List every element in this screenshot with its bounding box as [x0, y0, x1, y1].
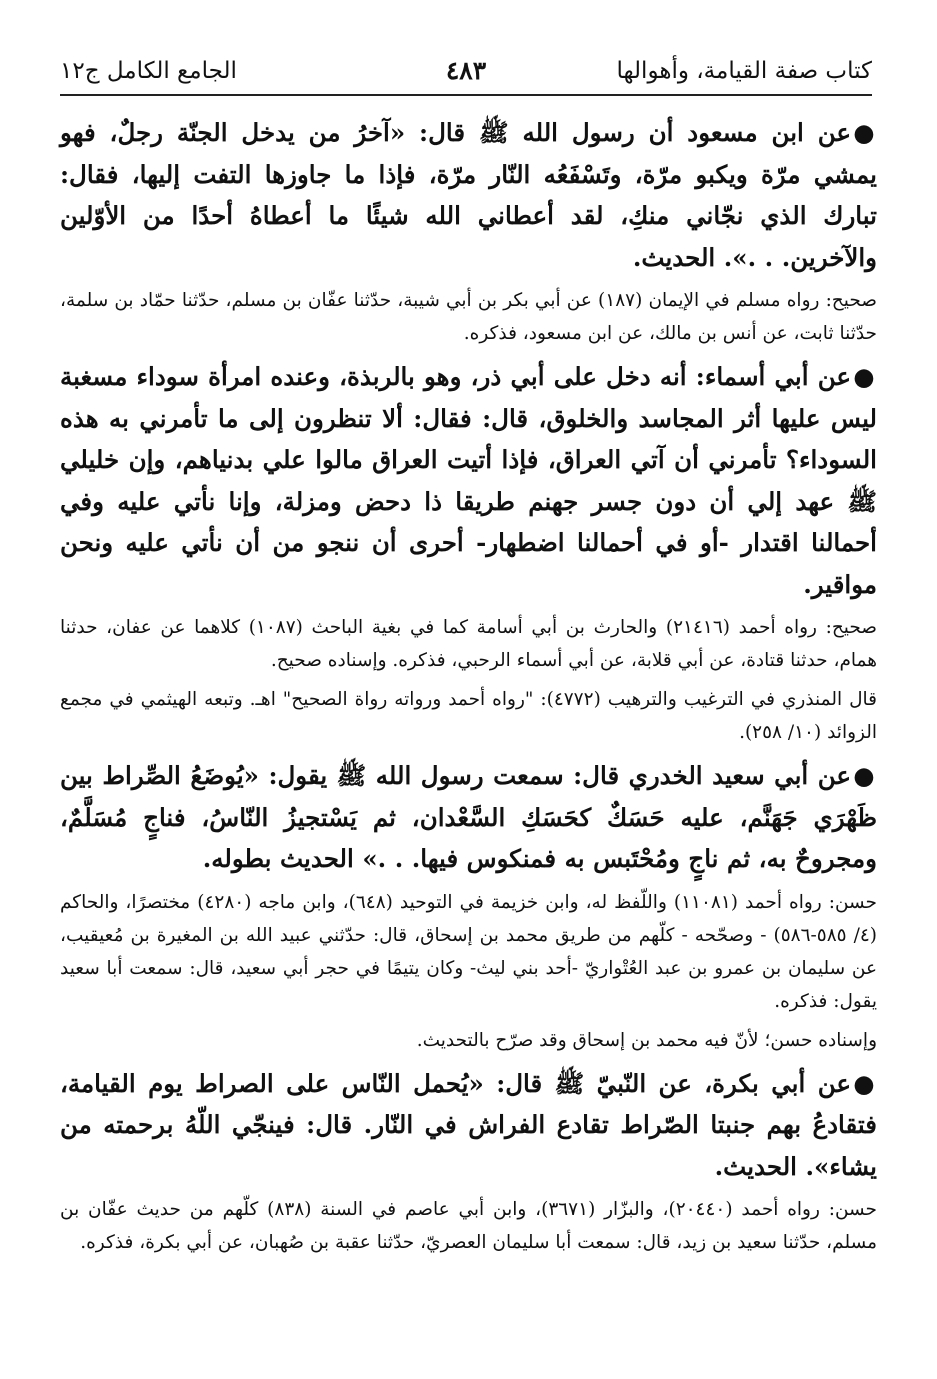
header-book-title: الجامع الكامل ج١٢ [60, 58, 237, 84]
takhrij-note: قال المنذري في الترغيب والترهيب (٤٧٧٢): "رواه أحمد ورواته رواة الصحيح" اهـ. وتبعه الهيثمي في مجمع الزوائد (١٠/ ٢٥٨). [60, 689, 877, 743]
hadith-text: عن ابن مسعود أن رسول الله ﷺ قال: «آخرُ من يدخل الجنّة رجلٌ، فهو يمشي مرّة ويكبو مرّة، وتَسْفَعُه النّار مرّة، فإذا ما جاوزها التفت إليها، فقال: تبارك الذي نجّاني منكِ، لقد أعطاني الله شيئًا ما أعطاهُ أحدًا من الأوّلين والآخرين. . .». الحديث. [60, 118, 877, 272]
takhrij-note: وإسناده حسن؛ لأنّ فيه محمد بن إسحاق وقد صرّح بالتحديث. [416, 1029, 877, 1051]
bullet-icon: ● [853, 1068, 875, 1098]
hadith-paragraph [60, 755, 877, 880]
hadith-paragraph [60, 356, 877, 605]
page-number: ٤٨٣ [445, 56, 487, 85]
running-header [60, 50, 872, 96]
hadith-text: عن أبي بكرة، عن النّبيّ ﷺ قال: «يُحمل النّاس على الصراط يوم القيامة، فتقادعُ بهم جنبتا الصّراط تقادع الفراش في النّار. قال: فينجّي اللّهُ برحمته من يشاء». الحديث. [60, 1068, 877, 1181]
header-section-title: كتاب صفة القيامة، وأهوالها [616, 58, 872, 84]
takhrij-note: صحيح: رواه أحمد (٢١٤١٦) والحارث بن أبي أسامة كما في بغية الباحث (١٠٨٧) كلاهما عن عفان، حدثنا همام، حدثنا قتادة، عن أبي قلابة، عن أبي أسماء الرحبي، فذكره. وإسناده صحيح. [60, 617, 877, 671]
hadith-text: عن أبي أسماء: أنه دخل على أبي ذر، وهو بالربذة، وعنده امرأة سوداء مسغبة ليس عليها أثر المجاسد والخلوق، قال: فقال: ألا تنظرون إلى ما تأمرني به هذه السوداء؟ تأمرني أن آتي العراق، فإذا أتيت العراق مالوا علي بدنياهم، وإن خليلي ﷺ عهد إلي أن دون جسر جهنم طريقا ذا دحض ومزلة، وإنا نأتي عليه وفي أحمالنا اقتدار -أو في أحمالنا اضطهار- أحرى أن ننجو من أن نأتي عليه ونحن مواقير. [60, 362, 877, 599]
hadith-paragraph [60, 112, 877, 278]
takhrij-note: حسن: رواه أحمد (٢٠٤٤٠)، والبزّار (٣٦٧١)، وابن أبي عاصم في السنة (٨٣٨) كلّهم من حديث عفّان بن مسلم، حدّثنا سعيد بن زيد، قال: سمعت أبا سليمان العصريّ، حدّثنا عقبة بن صُهبان، عن أبي بكرة، فذكره. [60, 1199, 877, 1253]
hadith-paragraph [60, 1063, 877, 1188]
page-body [60, 112, 877, 1265]
bullet-icon: ● [853, 362, 875, 391]
bullet-icon: ● [853, 118, 875, 147]
hadith-text: عن أبي سعيد الخدري قال: سمعت رسول الله ﷺ يقول: «يُوضَعُ الصِّراط بين ظَهْرَي جَهَنَّم، عليه حَسَكٌ كحَسَكِ السَّعْدان، ثم يَسْتجيزُ النّاسُ، فناجٍ مُسَلَّمٌ، ومجروحٌ به، ثم ناجٍ ومُحْتَبس به فمنكوس فيها. . .» الحديث بطوله. [60, 761, 877, 873]
takhrij-note: حسن: رواه أحمد (١١٠٨١) واللّفظ له، وابن خزيمة في التوحيد (٦٤٨)، وابن ماجه (٤٢٨٠) مختصرًا، والحاكم (٤/ ٥٨٥-٥٨٦) - وصحّحه - كلّهم من طريق محمد بن إسحاق، قال: حدّثني عبيد الله بن المغيرة بن مُعيقيب، عن سليمان بن عمرو بن عبد العُتْواريّ -أحد بني ليث- وكان يتيمًا في حجر أبي سعيد، قال: سمعت أبا سعيد يقول: فذكره. [60, 891, 877, 1012]
takhrij-note: صحيح: رواه مسلم في الإيمان (١٨٧) عن أبي بكر بن أبي شيبة، حدّثنا عفّان بن مسلم، حدّثنا حمّاد بن سلمة، حدّثنا ثابت، عن أنس بن مالك، عن ابن مسعود، فذكره. [60, 290, 877, 344]
bullet-icon: ● [853, 761, 875, 790]
